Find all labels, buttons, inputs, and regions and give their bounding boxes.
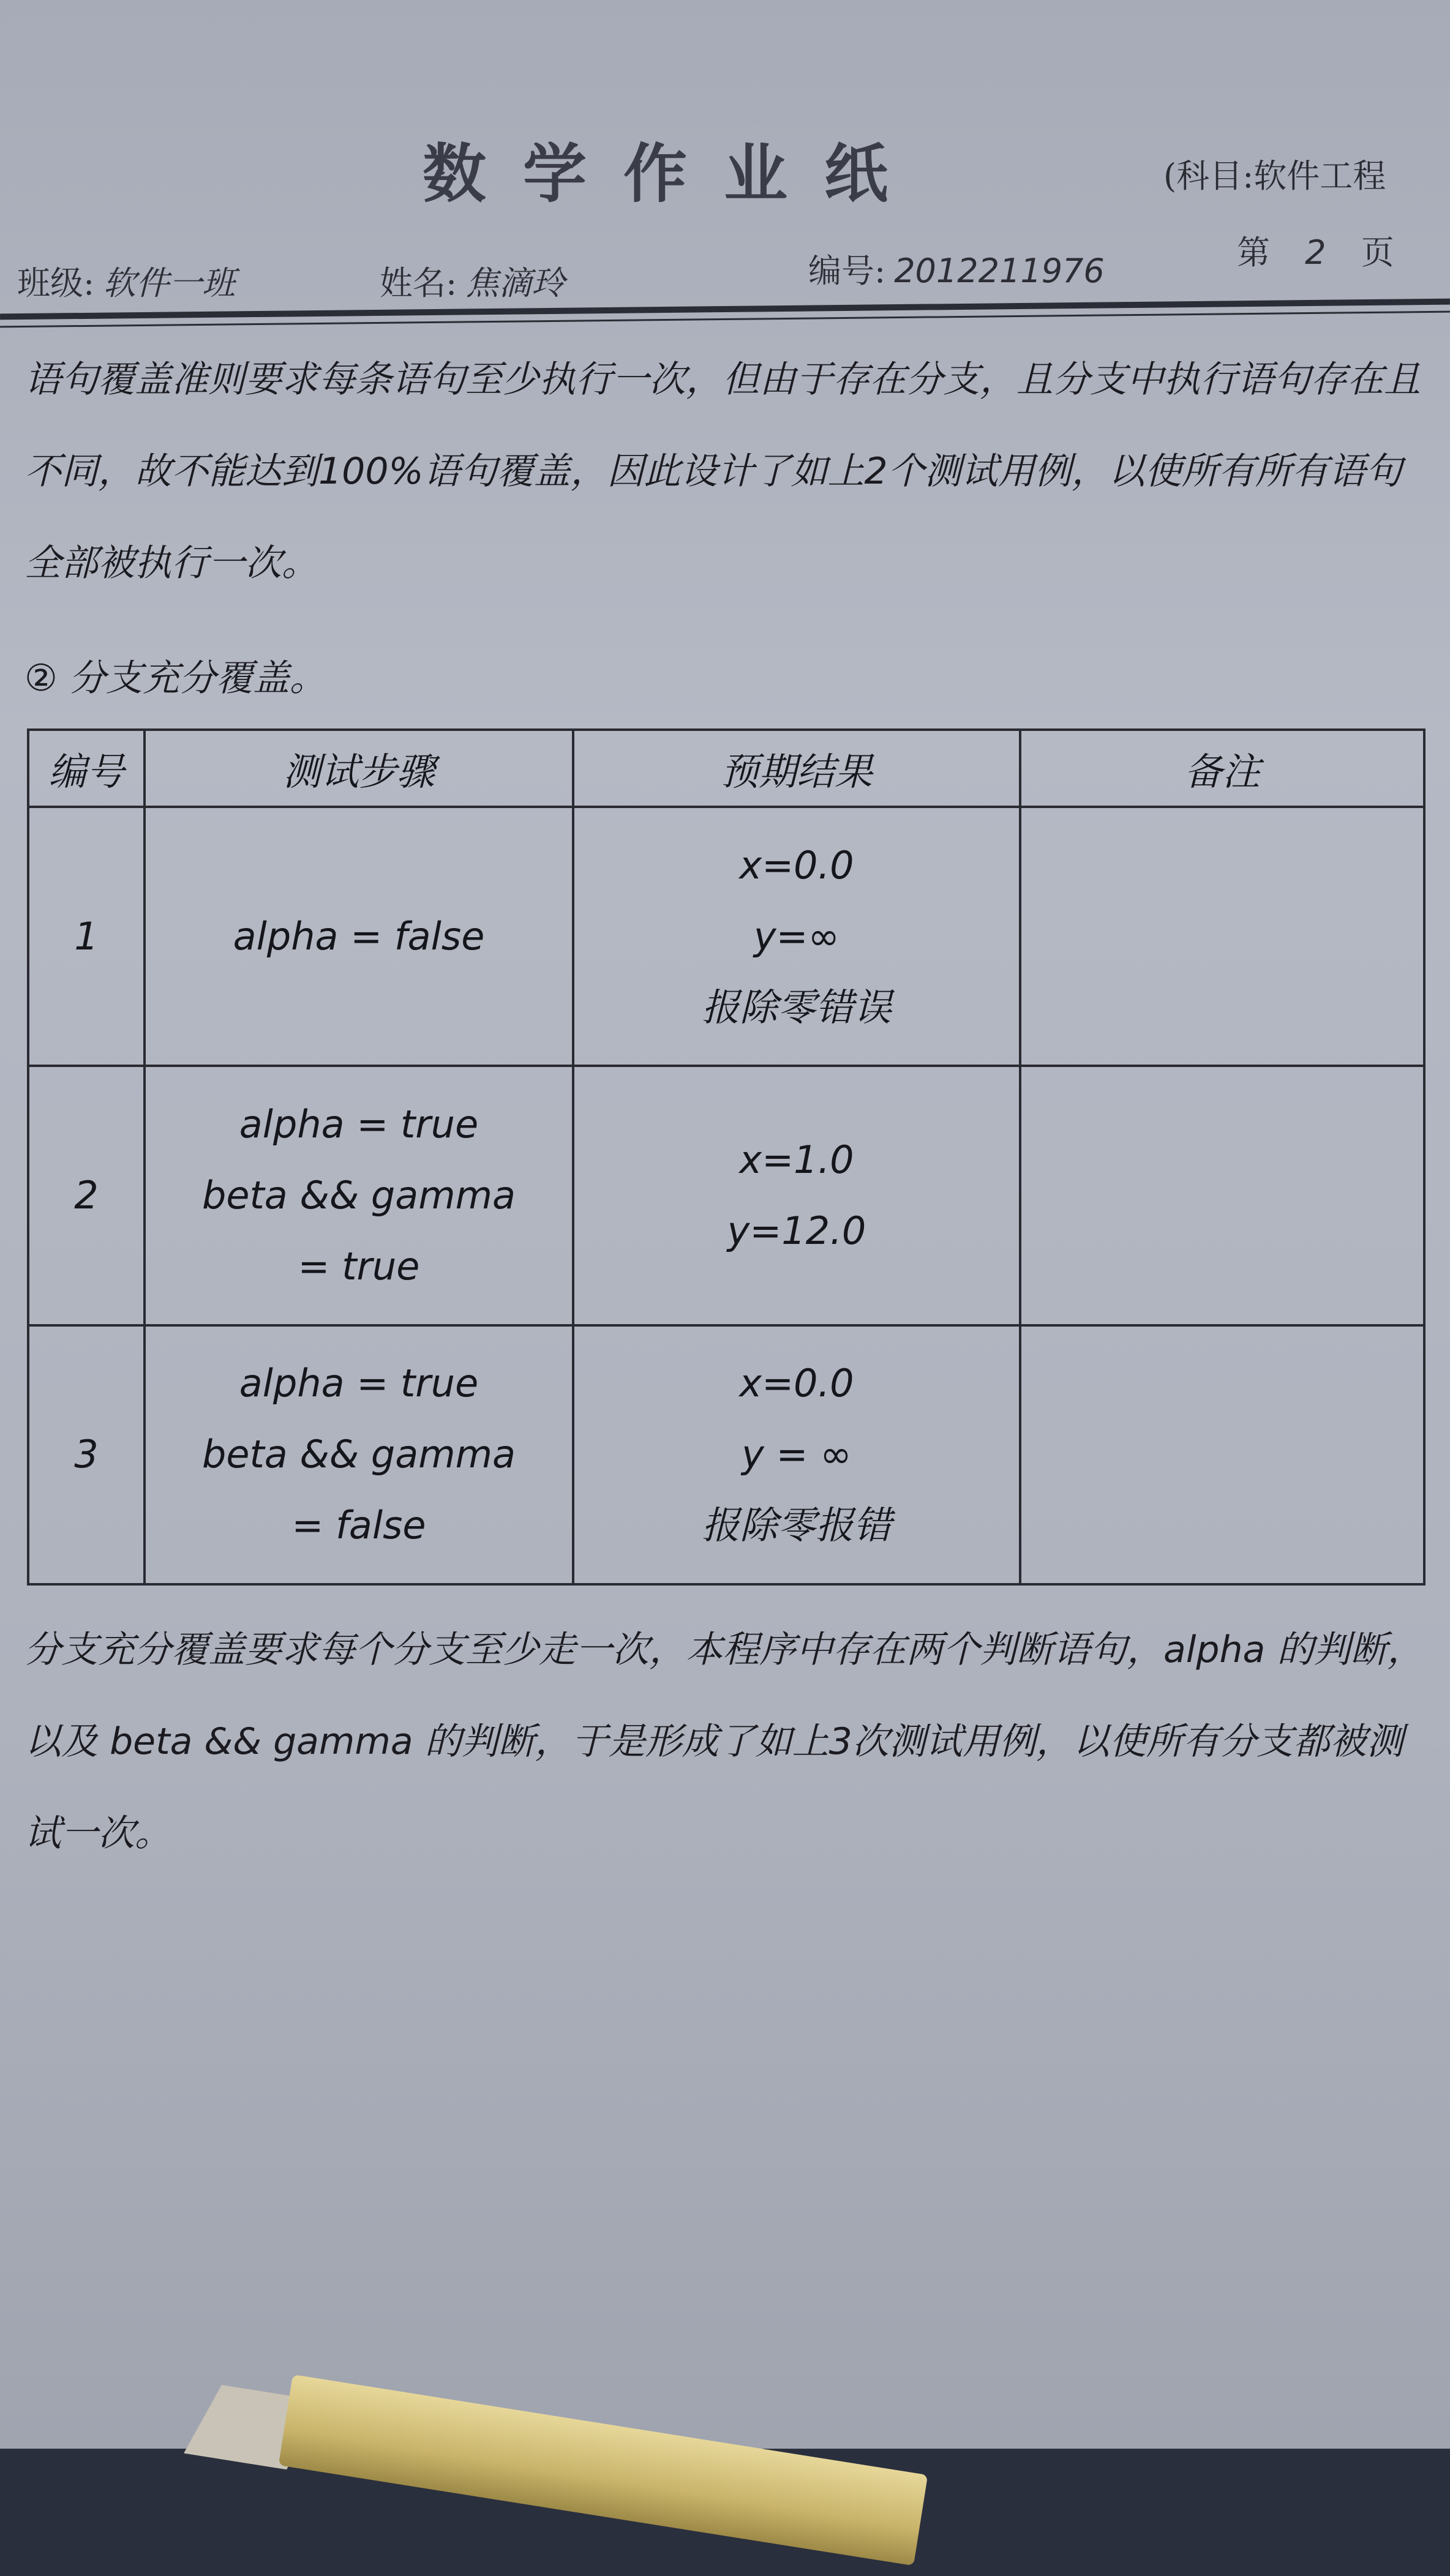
step-line: = false — [291, 1503, 426, 1548]
name-field — [380, 257, 565, 304]
step-line: beta && gamma — [201, 1172, 516, 1218]
subject-label: (科目: — [1163, 157, 1254, 195]
table-row — [28, 807, 1424, 1066]
step-line: beta && gamma — [201, 1432, 516, 1477]
row-expected — [573, 1325, 1020, 1584]
header-steps: 测试步骤 — [145, 730, 573, 807]
test-case-table — [27, 728, 1426, 1586]
closing-paragraph: 分支充分覆盖要求每个分支至少走一次，本程序中存在两个判断语句，alpha 的判断，以及 beta && gamma 的判断，于是形成了如上3次测试用例，以使所有分支都被测试一次。 — [24, 1628, 1424, 1855]
row-id: 1 — [28, 807, 145, 1066]
page-number-field — [1237, 227, 1394, 274]
intro-paragraph: 语句覆盖准则要求每条语句至少执行一次，但由于存在分支，且分支中执行语句存在且不同，故不能达到100%语句覆盖，因此设计了如上2个测试用例，以使所有所有语句全部被执行一次。 — [24, 358, 1421, 585]
page-number: 2 — [1305, 233, 1326, 272]
number-label: 编号: — [808, 252, 886, 290]
page-label-pre: 第 — [1237, 233, 1270, 272]
expected-line: x=0.0 — [739, 842, 854, 888]
row-expected — [573, 807, 1020, 1066]
table-row — [28, 1066, 1424, 1325]
subject-field — [1163, 150, 1386, 197]
section-heading: ② 分支充分覆盖。 — [24, 657, 326, 700]
expected-line: x=0.0 — [739, 1361, 854, 1406]
row-id: 2 — [28, 1066, 145, 1325]
number-value: 2012211976 — [894, 252, 1105, 290]
expected-line: y=12.0 — [727, 1208, 866, 1253]
expected-line: 报除零错误 — [701, 984, 892, 1030]
row-remark — [1020, 1066, 1424, 1325]
step-line: alpha = true — [239, 1101, 479, 1147]
row-remark — [1020, 1325, 1424, 1584]
row-remark — [1020, 807, 1424, 1066]
name-label: 姓名: — [380, 264, 457, 302]
expected-line: y = ∞ — [742, 1432, 852, 1477]
header-remark: 备注 — [1020, 730, 1424, 807]
row-expected — [573, 1066, 1020, 1325]
expected-line: y=∞ — [753, 913, 840, 959]
class-field — [17, 257, 235, 304]
class-label: 班级: — [17, 264, 95, 302]
table-row — [28, 1325, 1424, 1584]
row-steps — [145, 807, 573, 1066]
subject-value: 软件工程 — [1253, 157, 1386, 195]
row-id: 3 — [28, 1325, 145, 1584]
step-line: alpha = true — [239, 1361, 479, 1406]
row-steps — [145, 1066, 573, 1325]
expected-line: x=1.0 — [739, 1137, 854, 1182]
table-header-row — [28, 730, 1424, 807]
sheet-title: 数学作业纸 — [423, 136, 925, 211]
row-steps — [145, 1325, 573, 1584]
header-expected: 预期结果 — [573, 730, 1020, 807]
name-value: 焦滴玲 — [465, 264, 565, 302]
number-field — [808, 245, 1105, 292]
page-label-post: 页 — [1361, 233, 1394, 272]
expected-line: 报除零报错 — [701, 1503, 892, 1548]
header-id: 编号 — [28, 730, 145, 807]
class-value: 软件一班 — [103, 264, 236, 302]
step-line: = true — [298, 1243, 420, 1289]
step-line: alpha = false — [233, 913, 485, 959]
